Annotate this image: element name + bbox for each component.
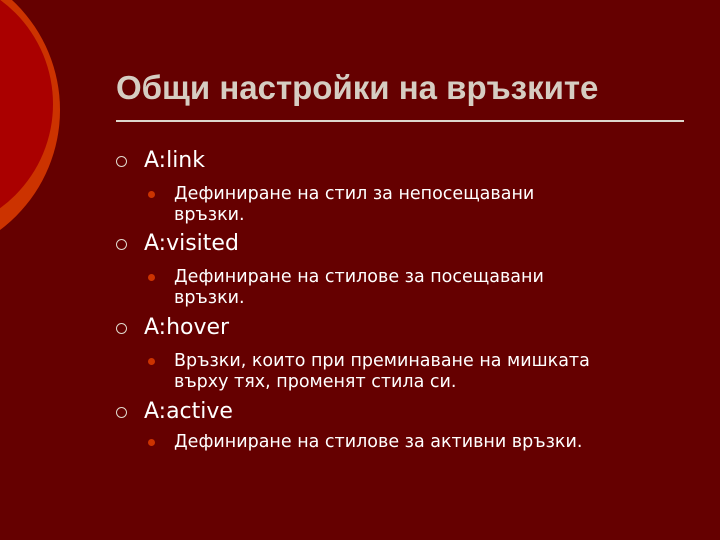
filled-circle-bullet-icon — [148, 358, 155, 365]
hollow-circle-bullet-icon — [116, 156, 127, 167]
filled-circle-bullet-icon — [148, 191, 155, 198]
sub-item-text — [174, 432, 694, 453]
sub-item-line: Дефиниране на стилове за активни връзки. — [174, 432, 583, 452]
list-item-label: A:visited — [144, 231, 239, 256]
sub-item-text — [174, 351, 694, 393]
sub-item-line: връзки. — [174, 288, 245, 308]
sub-item-line: връзки. — [174, 205, 245, 225]
filled-circle-bullet-icon — [148, 439, 155, 446]
sub-item-line: Дефиниране на стил за непосещавани — [174, 184, 535, 204]
list-item-label: A:hover — [144, 315, 230, 340]
sub-item-text — [174, 184, 694, 226]
sub-item-line: Връзки, които при преминаване на мишката — [174, 351, 590, 371]
hollow-circle-bullet-icon — [116, 323, 127, 334]
hollow-circle-bullet-icon — [116, 407, 127, 418]
filled-circle-bullet-icon — [148, 274, 155, 281]
sub-item-text — [174, 267, 694, 309]
sub-item-line: върху тях, променят стила си. — [174, 372, 457, 392]
slide-title: Общи настройки на връзките — [116, 69, 599, 106]
hollow-circle-bullet-icon — [116, 239, 127, 250]
sub-item-line: Дефиниране на стилове за посещавани — [174, 267, 544, 287]
list-item-label: A:active — [144, 399, 233, 424]
list-item-label: A:link — [144, 148, 205, 173]
